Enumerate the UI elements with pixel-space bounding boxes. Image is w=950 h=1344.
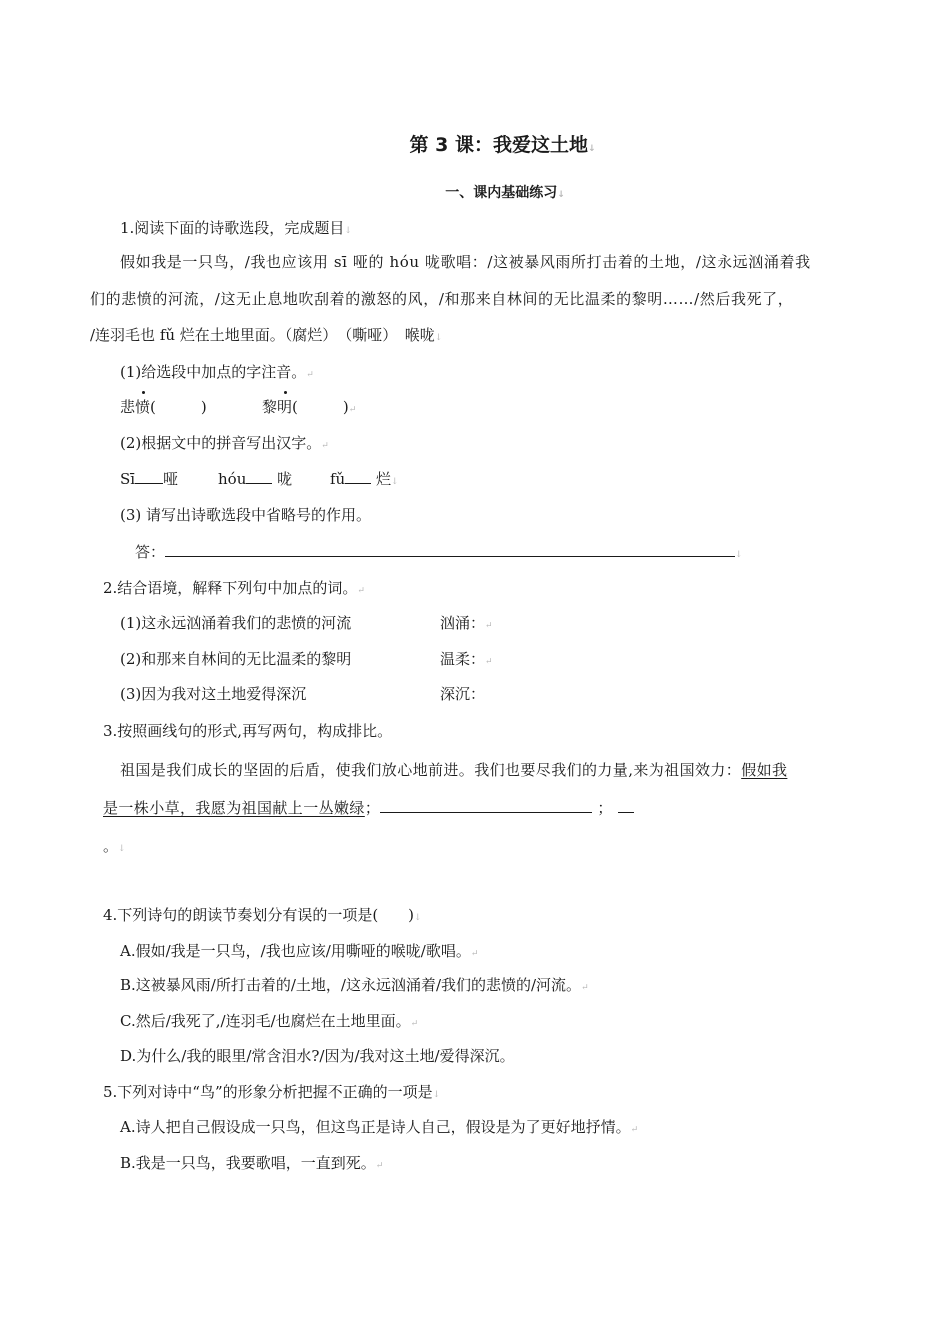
section-heading: 一、课内基础练习↓ — [445, 185, 565, 201]
q3-stem: 3.按照画线句的形式,再写两句，构成排比。 — [103, 722, 393, 740]
q4-option-d: D.为什么/我的眼里/常含泪水?/因为/我对这土地/爱得深沉。 — [120, 1047, 515, 1065]
q1-passage-line-2: 们的悲愤的河流，/这无止息地吹刮着的激怒的风，/和那来自林间的无比温柔的黎明……/然后我死了， — [90, 290, 794, 308]
q5-option-b: B.我是一只鸟，我要歌唱，一直到死。↵ — [120, 1154, 384, 1172]
lesson-title: 第 3 课：我爱这土地↓ — [409, 134, 596, 156]
q1-part3: (3) 请写出诗歌选段中省略号的作用。 — [120, 506, 372, 524]
q4-stem: 4.下列诗句的朗读节奏划分有误的一项是( )↓ — [103, 906, 422, 924]
q2-item-2: (2)和那来自林间的无比温柔的黎明 — [120, 650, 352, 668]
q5-stem: 5.下列对诗中“鸟”的形象分析把握不正确的一项是↓ — [103, 1083, 441, 1101]
q1-part1: (1)给选段中加点的字注音。↵ — [120, 363, 314, 381]
q1-answer-line[interactable]: 答： ↓ — [135, 543, 743, 561]
q4-option-a: A.假如/我是一只鸟，/我也应该/用嘶哑的喉咙/歌唱。↵ — [120, 942, 479, 960]
q2-item-1: (1)这永远汹涌着我们的悲愤的河流 — [120, 614, 352, 632]
q3-line-3: 。↓ — [103, 837, 126, 855]
q1-part2: (2)根据文中的拼音写出汉字。↵ — [120, 434, 329, 452]
q1-part1-blank-b: 黎明( )↵ — [262, 398, 357, 416]
q2-item-1-answer[interactable]: 汹涌：↵ — [440, 614, 493, 632]
q3-line-2: 是一株小草，我愿为祖国献上一丛嫩绿； ； — [103, 798, 634, 818]
q1-part2-item-1: Sī 哑 — [120, 470, 179, 488]
q1-passage-line-1: 假如我是一只鸟，/我也应该用 sī 哑的 hóu 咙歌唱：/这被暴风雨所打击着的土地，/这永远汹涌着我 — [120, 253, 811, 271]
q3-line-1: 祖国是我们成长的坚固的后盾，使我们放心地前进。我们也要尽我们的力量,来为祖国效力：假如我 — [120, 761, 788, 779]
q5-option-a: A.诗人把自己假设成一只鸟，但这鸟正是诗人自己，假设是为了更好地抒情。↵ — [120, 1118, 639, 1136]
q1-part2-item-3: fǔ 烂↓ — [330, 470, 399, 488]
q1-stem: 1.阅读下面的诗歌选段，完成题目↓ — [120, 219, 352, 237]
q4-option-c: C.然后/我死了,/连羽毛/也腐烂在土地里面。↵ — [120, 1012, 419, 1030]
q2-item-3-answer[interactable]: 深沉： — [440, 685, 486, 703]
q2-item-3: (3)因为我对这土地爱得深沉 — [120, 685, 307, 703]
q1-passage-line-3: /连羽毛也 fǔ 烂在土地里面。（腐烂） （嘶哑） 喉咙↓ — [90, 326, 443, 344]
q2-item-2-answer[interactable]: 温柔：↵ — [440, 650, 493, 668]
q2-stem: 2.结合语境，解释下列句中加点的词。↵ — [103, 579, 365, 597]
q4-option-b: B.这被暴风雨/所打击着的/土地，/这永远汹涌着/我们的悲愤的/河流。↵ — [120, 976, 589, 994]
q1-part1-blank-a: 悲愤( ) — [120, 398, 207, 416]
q1-part2-item-2: hóu 咙 — [218, 470, 293, 488]
